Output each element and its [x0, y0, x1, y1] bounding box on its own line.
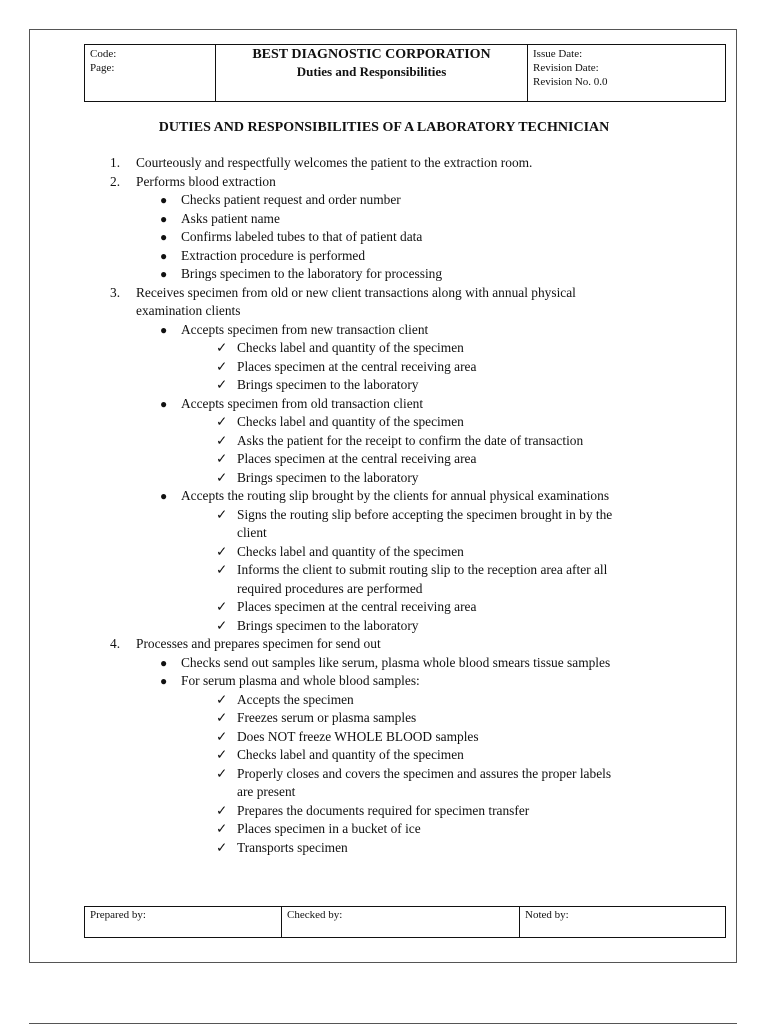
checkmark-icon: ✓	[216, 710, 228, 725]
check-item	[0, 617, 768, 636]
item-text: Receives specimen from old or new client transactions along with annual physical	[136, 284, 576, 300]
duty-item	[0, 635, 768, 654]
sub-item-text: Accepts specimen from old transaction client	[181, 395, 424, 411]
check-item	[0, 765, 768, 784]
checkmark-icon: ✓	[216, 451, 228, 466]
sub-item-text: For serum plasma and whole blood samples:	[181, 673, 420, 688]
check-item-continuation	[0, 524, 768, 543]
check-item	[0, 802, 768, 821]
check-item-text: Freezes serum or plasma samples	[237, 710, 417, 725]
sub-item	[0, 321, 768, 340]
checkmark-icon: ✓	[216, 728, 228, 744]
item-number: 2.	[110, 173, 121, 189]
bullet-icon: ●	[160, 267, 168, 281]
check-item	[0, 358, 768, 377]
prepared-by-cell: Prepared by:	[85, 907, 282, 938]
checkmark-icon: ✓	[216, 469, 228, 485]
check-item	[0, 728, 768, 747]
check-item-text: Places specimen in a bucket of ice	[237, 821, 421, 836]
bullet-icon: ●	[160, 322, 168, 337]
bullet-icon: ●	[160, 193, 168, 207]
check-item-text: Accepts the specimen	[237, 691, 354, 707]
check-item-text: Checks label and quantity of the specimen	[237, 543, 464, 559]
sub-item-text: Confirms labeled tubes to that of patient data	[181, 229, 423, 244]
check-item-text: Does NOT freeze WHOLE BLOOD samples	[237, 728, 479, 744]
document-subtitle: Duties and Responsibilities	[296, 64, 447, 79]
item-text: Courteously and respectfully welcomes the patient to the extraction room.	[136, 155, 533, 170]
checkmark-icon: ✓	[216, 617, 228, 633]
checkmark-icon: ✓	[216, 562, 228, 577]
check-item-text: Transports specimen	[237, 839, 348, 855]
bullet-icon: ●	[160, 655, 168, 670]
checkmark-icon: ✓	[216, 377, 228, 392]
sub-item-text: Checks patient request and order number	[181, 192, 401, 207]
sub-item	[0, 654, 768, 673]
check-item-text: Brings specimen to the laboratory	[237, 377, 419, 392]
item-number: 3.	[110, 284, 121, 300]
check-item-text: Prepares the documents required for specimen transfer	[237, 802, 530, 818]
checkmark-icon: ✓	[216, 821, 228, 836]
item-text: Performs blood extraction	[136, 173, 276, 189]
checkmark-icon: ✓	[216, 765, 228, 781]
bullet-icon: ●	[160, 489, 168, 503]
bullet-icon: ●	[160, 248, 168, 263]
revision-date-label: Revision Date:	[533, 62, 599, 74]
header-right-cell	[528, 45, 726, 102]
check-item	[0, 839, 768, 858]
item-number: 1.	[110, 155, 121, 170]
check-item-text: Properly closes and covers the specimen and assures the proper labels	[237, 765, 612, 781]
duty-item	[0, 284, 768, 303]
sub-item-text: Checks send out samples like serum, plasma whole blood smears tissue samples	[181, 654, 611, 670]
item-text: Processes and prepares specimen for send out	[136, 636, 381, 651]
check-item-text: required procedures are performed	[237, 580, 423, 596]
company-name: BEST DIAGNOSTIC CORPORATION	[252, 47, 491, 62]
code-label: Code:	[90, 48, 117, 60]
duty-item-continuation	[0, 302, 768, 321]
check-item	[0, 820, 768, 839]
check-item	[0, 376, 768, 395]
check-item-text: Places specimen at the central receiving area	[237, 451, 477, 466]
checkmark-icon: ✓	[216, 506, 228, 522]
check-item-text: Checks label and quantity of the specimen	[237, 747, 464, 762]
duty-item	[0, 154, 768, 173]
checkmark-icon: ✓	[216, 839, 228, 855]
checkmark-icon: ✓	[216, 414, 228, 429]
check-item-text: Brings specimen to the laboratory	[237, 469, 419, 485]
duties-list	[0, 154, 768, 857]
document-header	[84, 44, 726, 102]
page-label: Page:	[90, 62, 115, 74]
check-item-text: Checks label and quantity of the specimen	[237, 340, 464, 355]
checkmark-icon: ✓	[216, 691, 228, 707]
check-item-text: client	[237, 525, 267, 540]
check-item	[0, 543, 768, 562]
sub-item-text: Brings specimen to the laboratory for processing	[181, 266, 443, 281]
check-item-text: Informs the client to submit routing slip to the reception area after all	[237, 562, 608, 577]
check-item	[0, 691, 768, 710]
sub-item	[0, 265, 768, 284]
check-item	[0, 413, 768, 432]
check-item	[0, 709, 768, 728]
sub-item	[0, 395, 768, 414]
sub-item	[0, 191, 768, 210]
bullet-icon: ●	[160, 674, 168, 688]
sub-item	[0, 487, 768, 506]
checkmark-icon: ✓	[216, 747, 228, 762]
check-item-text: are present	[237, 784, 296, 799]
check-item-text: Checks label and quantity of the specimen	[237, 414, 464, 429]
checkmark-icon: ✓	[216, 802, 228, 818]
check-item	[0, 450, 768, 469]
checkmark-icon: ✓	[216, 358, 228, 374]
document-title: DUTIES AND RESPONSIBILITIES OF A LABORATORY TECHNICIAN	[158, 120, 610, 135]
noted-by-cell: Noted by:	[520, 907, 726, 938]
check-item	[0, 598, 768, 617]
bullet-icon: ●	[160, 211, 168, 226]
check-item	[0, 432, 768, 451]
check-item	[0, 561, 768, 580]
duty-item	[0, 173, 768, 192]
check-item-text: Asks the patient for the receipt to confirm the date of transaction	[237, 432, 584, 448]
sub-item-text: Accepts specimen from new transaction client	[181, 321, 429, 337]
sub-item-text: Asks patient name	[181, 210, 280, 226]
bullet-icon: ●	[160, 230, 168, 244]
header-left-cell	[85, 45, 216, 102]
item-number: 4.	[110, 636, 121, 651]
revision-number-label: Revision No. 0.0	[533, 76, 608, 88]
sub-item	[0, 247, 768, 266]
check-item-text: Brings specimen to the laboratory	[237, 617, 419, 633]
item-text: examination clients	[136, 303, 241, 318]
check-item	[0, 746, 768, 765]
checked-by-cell: Checked by:	[282, 907, 520, 938]
sub-item	[0, 228, 768, 247]
check-item-text: Signs the routing slip before accepting the specimen brought in by the	[237, 506, 613, 522]
sub-item-text: Extraction procedure is performed	[181, 247, 366, 263]
check-item-text: Places specimen at the central receiving area	[237, 358, 477, 374]
check-item	[0, 506, 768, 525]
header-center-cell	[216, 45, 528, 102]
checkmark-icon: ✓	[216, 599, 228, 614]
issue-date-label: Issue Date:	[533, 48, 583, 60]
signature-footer	[84, 906, 726, 938]
sub-item-text: Accepts the routing slip brought by the clients for annual physical examinations	[181, 488, 610, 503]
checkmark-icon: ✓	[216, 340, 228, 355]
checkmark-icon: ✓	[216, 543, 228, 559]
check-item	[0, 339, 768, 358]
checkmark-icon: ✓	[216, 432, 228, 448]
check-item-continuation	[0, 580, 768, 599]
check-item	[0, 469, 768, 488]
check-item-continuation	[0, 783, 768, 802]
sub-item	[0, 672, 768, 691]
sub-item	[0, 210, 768, 229]
check-item-text: Places specimen at the central receiving area	[237, 599, 477, 614]
bullet-icon: ●	[160, 396, 168, 411]
